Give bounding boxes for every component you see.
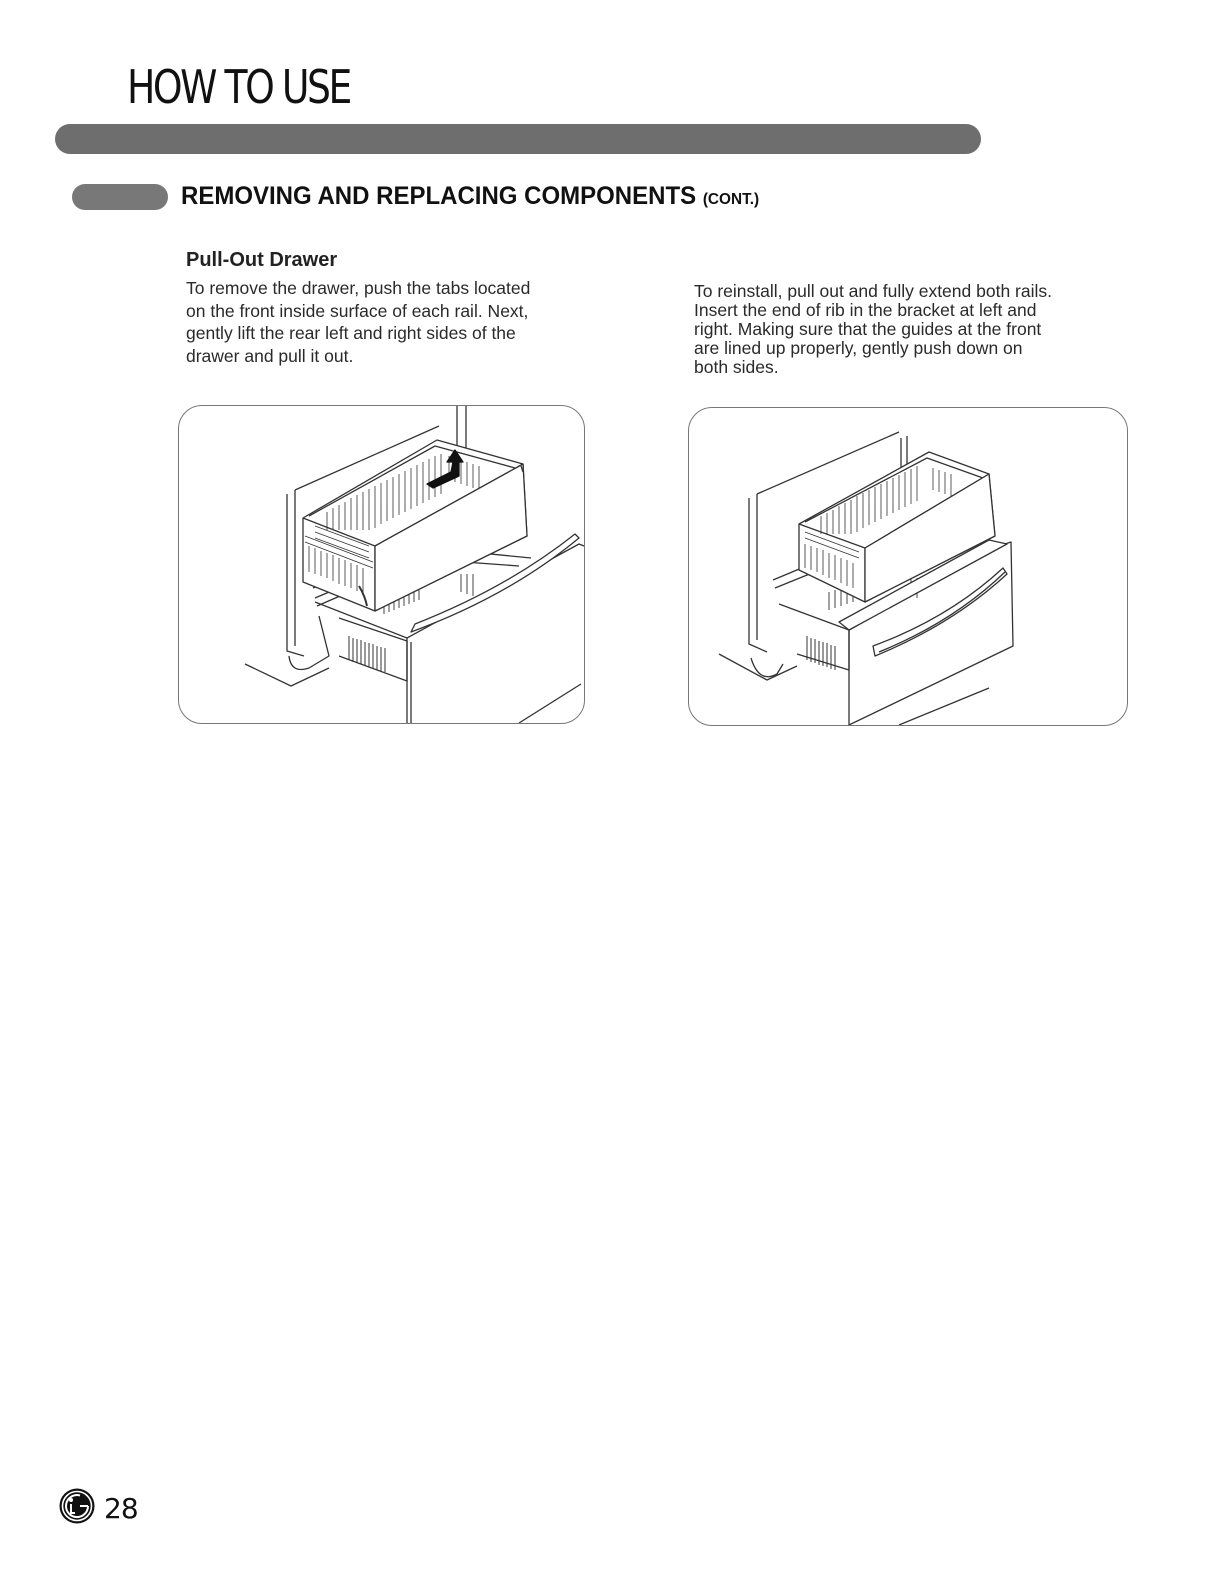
drawer-removal-illustration	[179, 406, 584, 723]
section-heading-text: REMOVING AND REPLACING COMPONENTS	[181, 182, 697, 210]
pull-out-drawer-subheading: Pull-Out Drawer	[186, 249, 338, 271]
remove-line: on the front inside surface of each rail. Next,	[186, 300, 529, 321]
remove-line: drawer and pull it out.	[186, 345, 354, 366]
section-marker	[72, 184, 168, 210]
drawer-reinstall-figure	[688, 407, 1128, 726]
reinstall-line: both sides.	[694, 357, 779, 377]
remove-instructions	[186, 277, 606, 367]
section-heading	[181, 182, 759, 211]
lg-logo-icon	[58, 1487, 96, 1525]
remove-line: To remove the drawer, push the tabs located	[186, 278, 531, 298]
drawer-removal-figure	[178, 405, 585, 724]
reinstall-line: are lined up properly, gently push down on	[694, 338, 1023, 358]
reinstall-line: right. Making sure that the guides at the front	[694, 319, 1042, 339]
remove-line: gently lift the rear left and right sides of the	[186, 323, 516, 343]
section-heading-suffix: (CONT.)	[702, 191, 760, 208]
page-title: HOW TO USE	[127, 60, 350, 114]
title-divider-bar	[55, 124, 981, 154]
drawer-reinstall-illustration	[689, 408, 1127, 725]
reinstall-line: To reinstall, pull out and fully extend both rails.	[694, 281, 1052, 301]
reinstall-line: Insert the end of rib in the bracket at left and	[694, 300, 1037, 320]
reinstall-instructions	[694, 282, 1124, 377]
page-number: 28	[104, 1492, 138, 1525]
